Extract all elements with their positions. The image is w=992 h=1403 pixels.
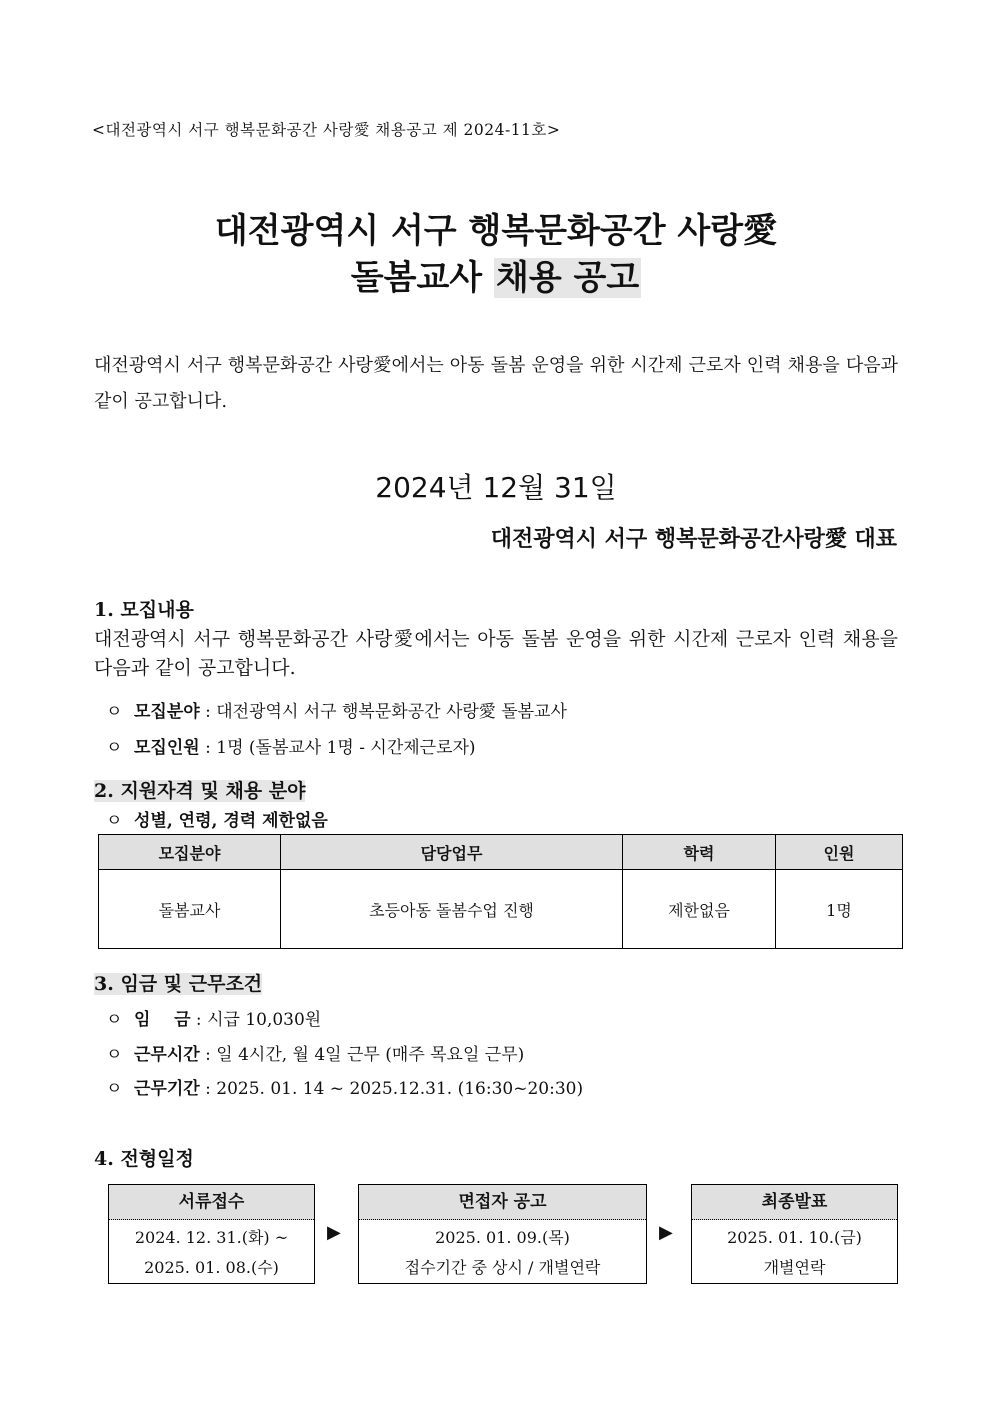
bullet-sep: : xyxy=(199,702,217,722)
bullet-value: 시급 10,030원 xyxy=(207,1010,322,1030)
bullet-label: 모집인원 xyxy=(134,738,200,758)
bullet-sep: : xyxy=(199,738,217,758)
bullet-value: 대전광역시 서구 행복문화공간 사랑愛 돌봄교사 xyxy=(216,702,567,722)
schedule-step-documents xyxy=(108,1184,315,1284)
bullet-work-period xyxy=(106,1074,583,1099)
table-header: 학력 xyxy=(623,835,776,870)
bullet-label: 근무기간 xyxy=(134,1079,200,1099)
bullet-label: 근무시간 xyxy=(134,1045,200,1065)
bullet-circle-icon: ㅇ xyxy=(106,1010,123,1030)
schedule-step-final xyxy=(691,1184,898,1284)
requirements-table xyxy=(98,834,903,949)
step-title: 면접자 공고 xyxy=(359,1185,646,1220)
bullet-value: 1명 (돌봄교사 1명 - 시간제근로자) xyxy=(216,738,476,758)
table-cell: 초등아동 돌봄수업 진행 xyxy=(281,870,623,949)
table-header: 인원 xyxy=(776,835,903,870)
arrow-right-icon: ▶ xyxy=(659,1222,673,1243)
bullet-circle-icon: ㅇ xyxy=(106,1079,123,1099)
section1-heading: 1. 모집내용 xyxy=(94,599,194,621)
bullet-recruit-field xyxy=(106,697,567,722)
title-job: 돌봄교사 xyxy=(350,258,483,298)
bullet-label: 임 금 xyxy=(134,1010,191,1030)
section3-heading-text: 3. 임금 및 근무조건 xyxy=(94,973,263,995)
table-header: 담당업무 xyxy=(281,835,623,870)
step-title: 서류접수 xyxy=(109,1185,314,1220)
bullet-wage xyxy=(106,1005,321,1030)
step-line2: 개별연락 xyxy=(763,1258,826,1277)
section2-heading xyxy=(94,776,305,803)
bullet-sep: : xyxy=(190,1010,208,1030)
step-title: 최종발표 xyxy=(692,1185,897,1220)
page-title-line2 xyxy=(0,250,992,299)
bullet-label: 모집분야 xyxy=(134,702,200,722)
table-row xyxy=(99,870,903,949)
page-title-line1: 대전광역시 서구 행복문화공간 사랑愛 xyxy=(214,211,778,251)
step-line1: 2024. 12. 31.(화) ~ xyxy=(134,1228,289,1247)
table-header-row xyxy=(99,835,903,870)
section3-heading xyxy=(94,969,262,996)
bullet-circle-icon: ㅇ xyxy=(106,738,123,758)
bullet-work-hours xyxy=(106,1040,524,1065)
section1-text: 대전광역시 서구 행복문화공간 사랑愛에서는 아동 돌봄 운영을 위한 시간제 근로자 인력 채용을 다음과 같이 공고합니다. xyxy=(94,628,898,679)
bullet-circle-icon: ㅇ xyxy=(106,702,123,722)
step-line1: 2025. 01. 09.(목) xyxy=(435,1228,570,1247)
section4-heading: 4. 전형일정 xyxy=(94,1148,194,1170)
bullet-circle-icon: ㅇ xyxy=(106,1045,123,1065)
bullet-qualification xyxy=(106,806,328,831)
step-line1: 2025. 01. 10.(금) xyxy=(727,1228,862,1247)
table-cell: 1명 xyxy=(776,870,903,949)
section2-heading-text: 2. 지원자격 및 채용 분야 xyxy=(94,780,306,802)
schedule-step-interview xyxy=(358,1184,647,1284)
bullet-value: 일 4시간, 월 4일 근무 (매주 목요일 근무) xyxy=(216,1045,525,1065)
bullet-sep: : xyxy=(199,1045,217,1065)
table-cell: 돌봄교사 xyxy=(99,870,281,949)
bullet-value: 2025. 01. 14 ~ 2025.12.31. (16:30~20:30) xyxy=(216,1079,584,1099)
bullet-sep: : xyxy=(199,1079,217,1099)
table-header: 모집분야 xyxy=(99,835,281,870)
issuer: 대전광역시 서구 행복문화공간사랑愛 대표 xyxy=(490,526,897,552)
announcement-date: 2024년 12월 31일 xyxy=(375,471,617,504)
table-cell: 제한없음 xyxy=(623,870,776,949)
title-highlight: 채용 공고 xyxy=(496,258,640,298)
arrow-right-icon: ▶ xyxy=(327,1222,341,1243)
intro-paragraph: 대전광역시 서구 행복문화공간 사랑愛에서는 아동 돌봄 운영을 위한 시간제 근로자 인력 채용을 다음과 같이 공고합니다. xyxy=(94,355,898,412)
bullet-value: 성별, 연령, 경력 제한없음 xyxy=(134,811,328,831)
notice-number: <대전광역시 서구 행복문화공간 사랑愛 채용공고 제 2024-11호> xyxy=(92,121,561,139)
bullet-recruit-count xyxy=(106,733,476,758)
step-line2: 접수기간 중 상시 / 개별연락 xyxy=(404,1258,601,1277)
step-line2: 2025. 01. 08.(수) xyxy=(144,1258,279,1277)
bullet-circle-icon: ㅇ xyxy=(106,811,123,831)
